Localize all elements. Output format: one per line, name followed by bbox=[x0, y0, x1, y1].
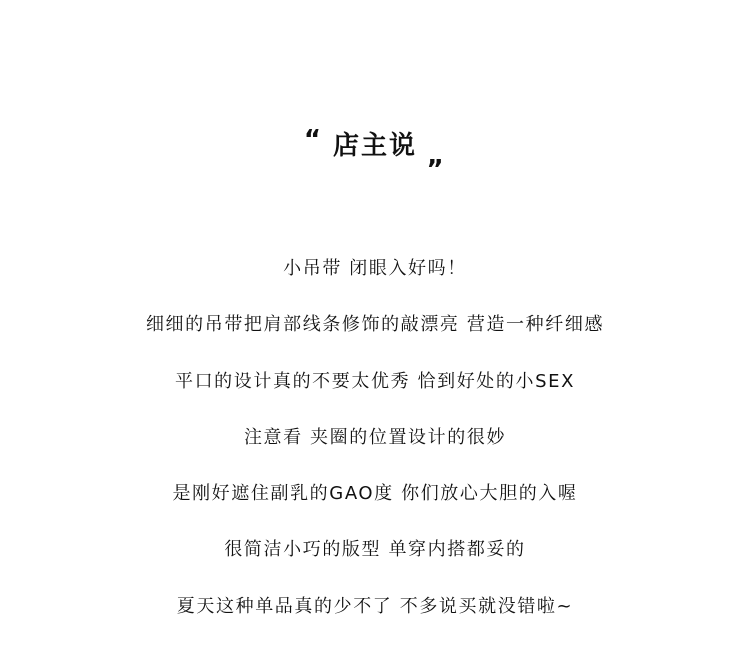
description-line: 夏天这种单品真的少不了 不多说买就没错啦~ bbox=[176, 595, 574, 617]
description-lines bbox=[0, 252, 750, 646]
description-line: 是刚好遮住副乳的GAO度 你们放心大胆的入喔 bbox=[172, 483, 578, 505]
close-quote-mark: „ bbox=[427, 141, 447, 171]
description-line: 细细的吊带把肩部线条修饰的敲漂亮 营造一种纤细感 bbox=[145, 314, 605, 336]
description-line: 小吊带 闭眼入好吗！ bbox=[283, 258, 467, 279]
open-quote-mark: “ bbox=[303, 125, 323, 155]
shop-owner-says-heading bbox=[0, 122, 750, 174]
heading-title: 店主说 bbox=[332, 131, 417, 161]
description-line: 平口的设计真的不要太优秀 恰到好处的小SEX bbox=[174, 370, 576, 392]
description-line: 很简洁小巧的版型 单穿内搭都妥的 bbox=[224, 539, 526, 561]
description-line: 注意看 夹圈的位置设计的很妙 bbox=[243, 426, 507, 448]
